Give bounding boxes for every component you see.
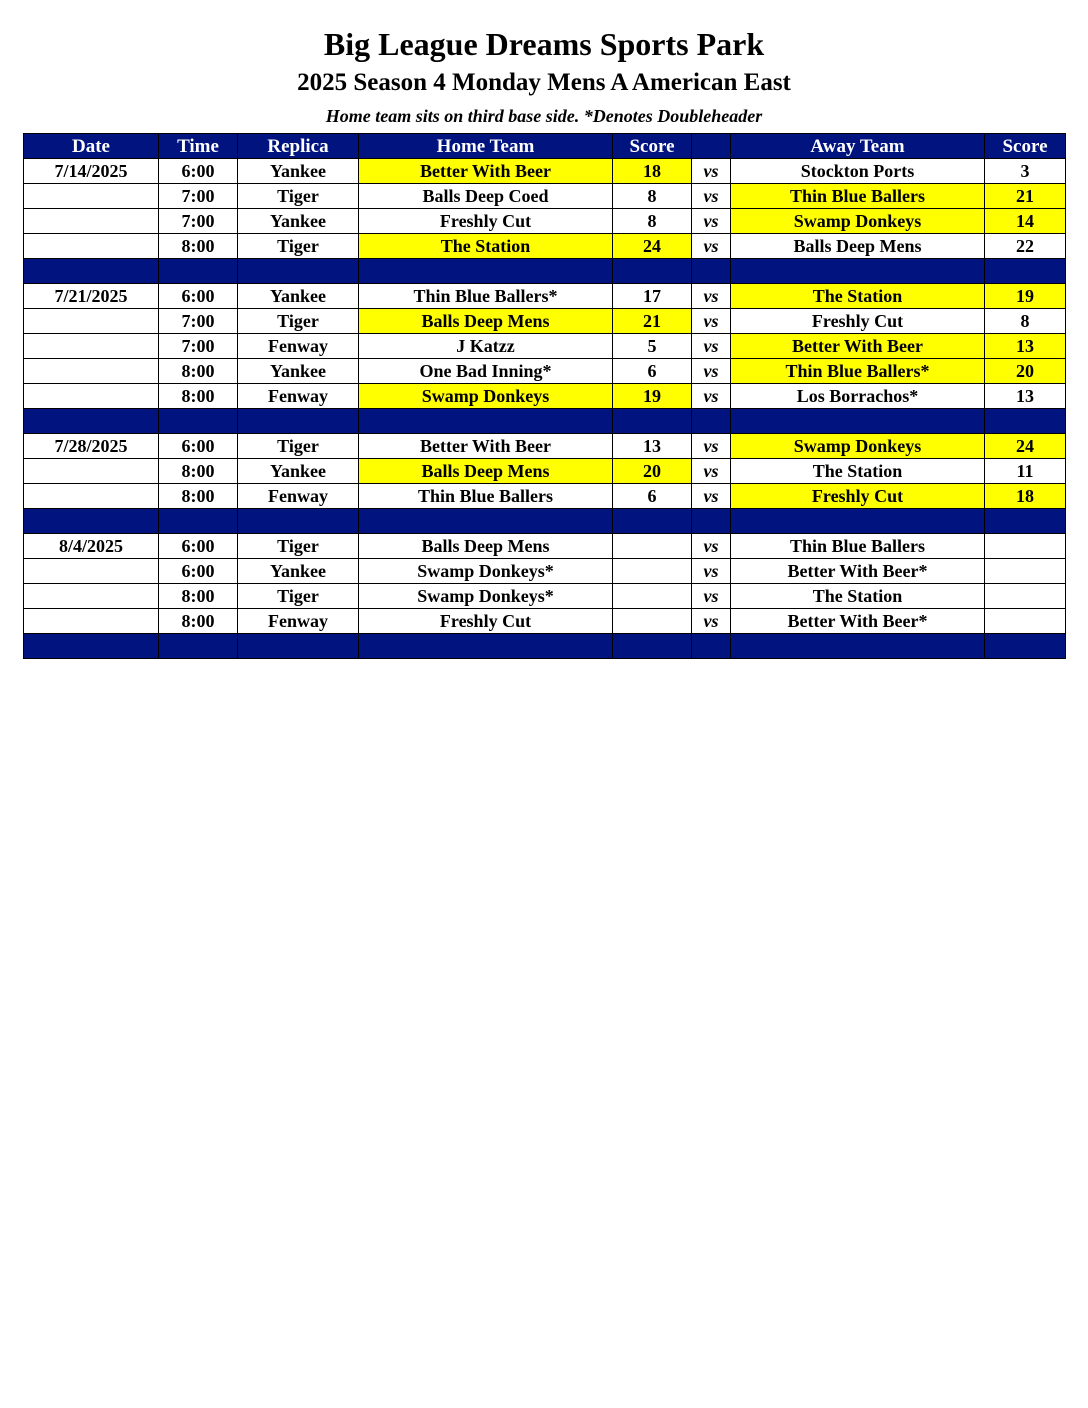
home-score-cell: 19 bbox=[613, 384, 692, 409]
away-team-cell: Better With Beer* bbox=[731, 609, 985, 634]
table-row bbox=[24, 559, 1066, 584]
away-team-cell: Thin Blue Ballers bbox=[731, 534, 985, 559]
away-score-cell: 11 bbox=[985, 459, 1066, 484]
vs-cell: vs bbox=[692, 609, 731, 634]
home-score-cell bbox=[613, 559, 692, 584]
home-score-cell bbox=[613, 534, 692, 559]
separator-cell bbox=[692, 509, 731, 534]
vs-cell: vs bbox=[692, 434, 731, 459]
away-team-cell: Balls Deep Mens bbox=[731, 234, 985, 259]
home-score-cell: 24 bbox=[613, 234, 692, 259]
away-score-cell: 13 bbox=[985, 334, 1066, 359]
date-cell bbox=[24, 359, 159, 384]
separator-cell bbox=[159, 634, 238, 659]
away-team-cell: Thin Blue Ballers* bbox=[731, 359, 985, 384]
away-score-cell: 8 bbox=[985, 309, 1066, 334]
date-cell bbox=[24, 334, 159, 359]
table-row bbox=[24, 234, 1066, 259]
date-cell: 8/4/2025 bbox=[24, 534, 159, 559]
home-team-cell: Balls Deep Mens bbox=[359, 534, 613, 559]
home-team-cell: Swamp Donkeys bbox=[359, 384, 613, 409]
home-team-cell: Freshly Cut bbox=[359, 609, 613, 634]
separator-cell bbox=[359, 634, 613, 659]
date-cell bbox=[24, 609, 159, 634]
away-score-cell: 19 bbox=[985, 284, 1066, 309]
separator-cell bbox=[238, 259, 359, 284]
away-score-cell bbox=[985, 609, 1066, 634]
week-separator-row bbox=[24, 259, 1066, 284]
replica-cell: Fenway bbox=[238, 384, 359, 409]
table-row bbox=[24, 434, 1066, 459]
away-score-cell: 21 bbox=[985, 184, 1066, 209]
table-row bbox=[24, 484, 1066, 509]
date-cell bbox=[24, 584, 159, 609]
vs-cell: vs bbox=[692, 484, 731, 509]
home-team-cell: Swamp Donkeys* bbox=[359, 584, 613, 609]
away-score-cell: 3 bbox=[985, 159, 1066, 184]
separator-cell bbox=[613, 634, 692, 659]
away-score-cell: 18 bbox=[985, 484, 1066, 509]
table-row bbox=[24, 609, 1066, 634]
home-team-cell: Better With Beer bbox=[359, 434, 613, 459]
away-team-cell: The Station bbox=[731, 584, 985, 609]
replica-cell: Fenway bbox=[238, 484, 359, 509]
separator-cell bbox=[359, 509, 613, 534]
replica-cell: Yankee bbox=[238, 359, 359, 384]
separator-cell bbox=[731, 634, 985, 659]
vs-cell: vs bbox=[692, 309, 731, 334]
away-team-cell: Better With Beer* bbox=[731, 559, 985, 584]
separator-cell bbox=[731, 509, 985, 534]
vs-cell: vs bbox=[692, 209, 731, 234]
away-score-cell: 14 bbox=[985, 209, 1066, 234]
table-row bbox=[24, 209, 1066, 234]
schedule-table bbox=[23, 133, 1066, 659]
table-row bbox=[24, 584, 1066, 609]
date-cell bbox=[24, 484, 159, 509]
vs-cell: vs bbox=[692, 534, 731, 559]
vs-cell: vs bbox=[692, 384, 731, 409]
separator-cell bbox=[238, 634, 359, 659]
replica-cell: Yankee bbox=[238, 284, 359, 309]
date-cell bbox=[24, 559, 159, 584]
separator-cell bbox=[24, 409, 159, 434]
table-row bbox=[24, 184, 1066, 209]
separator-cell bbox=[238, 409, 359, 434]
time-cell: 8:00 bbox=[159, 484, 238, 509]
away-team-cell: The Station bbox=[731, 284, 985, 309]
vs-cell: vs bbox=[692, 184, 731, 209]
time-cell: 8:00 bbox=[159, 384, 238, 409]
home-score-cell: 5 bbox=[613, 334, 692, 359]
replica-cell: Tiger bbox=[238, 184, 359, 209]
time-cell: 7:00 bbox=[159, 309, 238, 334]
page-subtitle: 2025 Season 4 Monday Mens A American East bbox=[297, 69, 791, 96]
separator-cell bbox=[985, 409, 1066, 434]
away-score-cell: 22 bbox=[985, 234, 1066, 259]
separator-cell bbox=[613, 509, 692, 534]
time-cell: 6:00 bbox=[159, 559, 238, 584]
home-score-cell bbox=[613, 609, 692, 634]
separator-cell bbox=[613, 409, 692, 434]
vs-cell: vs bbox=[692, 459, 731, 484]
separator-cell bbox=[238, 509, 359, 534]
home-score-cell: 21 bbox=[613, 309, 692, 334]
separator-cell bbox=[24, 634, 159, 659]
home-team-cell: Thin Blue Ballers* bbox=[359, 284, 613, 309]
separator-cell bbox=[985, 634, 1066, 659]
home-score-cell: 8 bbox=[613, 209, 692, 234]
replica-cell: Yankee bbox=[238, 209, 359, 234]
date-cell: 7/14/2025 bbox=[24, 159, 159, 184]
home-team-cell: Freshly Cut bbox=[359, 209, 613, 234]
table-row bbox=[24, 359, 1066, 384]
replica-cell: Fenway bbox=[238, 609, 359, 634]
date-cell bbox=[24, 184, 159, 209]
table-header-row bbox=[24, 134, 1066, 159]
week-separator-row bbox=[24, 509, 1066, 534]
time-cell: 6:00 bbox=[159, 534, 238, 559]
col-header-away-team: Away Team bbox=[731, 134, 985, 159]
home-team-cell: Balls Deep Coed bbox=[359, 184, 613, 209]
separator-cell bbox=[159, 509, 238, 534]
away-team-cell: Swamp Donkeys bbox=[731, 209, 985, 234]
col-header-home-team: Home Team bbox=[359, 134, 613, 159]
away-score-cell: 24 bbox=[985, 434, 1066, 459]
home-score-cell bbox=[613, 584, 692, 609]
separator-cell bbox=[985, 259, 1066, 284]
table-row bbox=[24, 459, 1066, 484]
replica-cell: Fenway bbox=[238, 334, 359, 359]
doubleheader-note: Home team sits on third base side. *Denotes Doubleheader bbox=[325, 106, 763, 126]
time-cell: 8:00 bbox=[159, 359, 238, 384]
away-score-cell: 13 bbox=[985, 384, 1066, 409]
date-cell bbox=[24, 234, 159, 259]
home-team-cell: J Katzz bbox=[359, 334, 613, 359]
home-team-cell: Thin Blue Ballers bbox=[359, 484, 613, 509]
time-cell: 8:00 bbox=[159, 584, 238, 609]
vs-cell: vs bbox=[692, 584, 731, 609]
date-cell bbox=[24, 384, 159, 409]
date-cell bbox=[24, 459, 159, 484]
away-score-cell bbox=[985, 584, 1066, 609]
table-row bbox=[24, 384, 1066, 409]
home-score-cell: 20 bbox=[613, 459, 692, 484]
away-team-cell: Thin Blue Ballers bbox=[731, 184, 985, 209]
separator-cell bbox=[613, 259, 692, 284]
table-row bbox=[24, 309, 1066, 334]
home-team-cell: The Station bbox=[359, 234, 613, 259]
separator-cell bbox=[159, 259, 238, 284]
away-team-cell: Better With Beer bbox=[731, 334, 985, 359]
page-title: Big League Dreams Sports Park bbox=[323, 26, 765, 62]
col-header-home-score: Score bbox=[613, 134, 692, 159]
replica-cell: Tiger bbox=[238, 434, 359, 459]
replica-cell: Yankee bbox=[238, 159, 359, 184]
time-cell: 7:00 bbox=[159, 209, 238, 234]
separator-cell bbox=[692, 634, 731, 659]
away-score-cell bbox=[985, 534, 1066, 559]
vs-cell: vs bbox=[692, 334, 731, 359]
home-team-cell: Balls Deep Mens bbox=[359, 309, 613, 334]
replica-cell: Tiger bbox=[238, 309, 359, 334]
time-cell: 6:00 bbox=[159, 284, 238, 309]
date-cell bbox=[24, 209, 159, 234]
separator-cell bbox=[692, 409, 731, 434]
time-cell: 6:00 bbox=[159, 434, 238, 459]
table-row bbox=[24, 534, 1066, 559]
date-cell: 7/21/2025 bbox=[24, 284, 159, 309]
replica-cell: Tiger bbox=[238, 534, 359, 559]
away-team-cell: The Station bbox=[731, 459, 985, 484]
separator-cell bbox=[692, 259, 731, 284]
time-cell: 8:00 bbox=[159, 459, 238, 484]
vs-cell: vs bbox=[692, 234, 731, 259]
date-cell: 7/28/2025 bbox=[24, 434, 159, 459]
away-team-cell: Freshly Cut bbox=[731, 309, 985, 334]
col-header-time: Time bbox=[159, 134, 238, 159]
home-team-cell: Better With Beer bbox=[359, 159, 613, 184]
separator-cell bbox=[731, 409, 985, 434]
time-cell: 7:00 bbox=[159, 184, 238, 209]
separator-cell bbox=[24, 509, 159, 534]
separator-cell bbox=[359, 409, 613, 434]
away-score-cell bbox=[985, 559, 1066, 584]
table-row bbox=[24, 284, 1066, 309]
replica-cell: Yankee bbox=[238, 559, 359, 584]
week-separator-row bbox=[24, 409, 1066, 434]
separator-cell bbox=[985, 509, 1066, 534]
vs-cell: vs bbox=[692, 359, 731, 384]
away-team-cell: Freshly Cut bbox=[731, 484, 985, 509]
col-header-date: Date bbox=[24, 134, 159, 159]
date-cell bbox=[24, 309, 159, 334]
home-team-cell: Balls Deep Mens bbox=[359, 459, 613, 484]
time-cell: 8:00 bbox=[159, 234, 238, 259]
table-row bbox=[24, 334, 1066, 359]
home-score-cell: 8 bbox=[613, 184, 692, 209]
home-team-cell: One Bad Inning* bbox=[359, 359, 613, 384]
time-cell: 7:00 bbox=[159, 334, 238, 359]
home-score-cell: 6 bbox=[613, 484, 692, 509]
away-team-cell: Swamp Donkeys bbox=[731, 434, 985, 459]
replica-cell: Tiger bbox=[238, 584, 359, 609]
away-team-cell: Los Borrachos* bbox=[731, 384, 985, 409]
col-header-vs bbox=[692, 134, 731, 159]
time-cell: 8:00 bbox=[159, 609, 238, 634]
table-row bbox=[24, 159, 1066, 184]
home-score-cell: 13 bbox=[613, 434, 692, 459]
vs-cell: vs bbox=[692, 159, 731, 184]
col-header-away-score: Score bbox=[985, 134, 1066, 159]
separator-cell bbox=[731, 259, 985, 284]
separator-cell bbox=[24, 259, 159, 284]
home-score-cell: 17 bbox=[613, 284, 692, 309]
col-header-replica: Replica bbox=[238, 134, 359, 159]
away-team-cell: Stockton Ports bbox=[731, 159, 985, 184]
replica-cell: Yankee bbox=[238, 459, 359, 484]
home-score-cell: 6 bbox=[613, 359, 692, 384]
vs-cell: vs bbox=[692, 284, 731, 309]
separator-cell bbox=[359, 259, 613, 284]
vs-cell: vs bbox=[692, 559, 731, 584]
separator-cell bbox=[159, 409, 238, 434]
away-score-cell: 20 bbox=[985, 359, 1066, 384]
home-team-cell: Swamp Donkeys* bbox=[359, 559, 613, 584]
week-separator-row bbox=[24, 634, 1066, 659]
replica-cell: Tiger bbox=[238, 234, 359, 259]
home-score-cell: 18 bbox=[613, 159, 692, 184]
time-cell: 6:00 bbox=[159, 159, 238, 184]
